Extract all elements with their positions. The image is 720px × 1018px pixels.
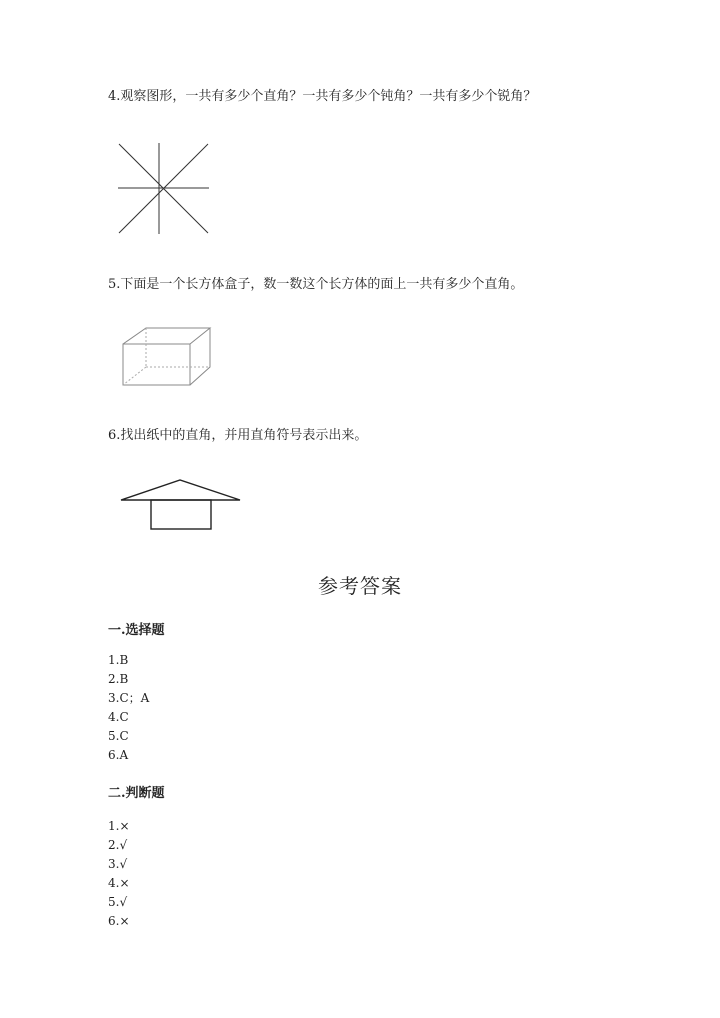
cuboid-box-figure: [122, 327, 214, 387]
question-5: 5.下面是一个长方体盒子，数一数这个长方体的面上一共有多少个直角。: [108, 277, 524, 292]
answer-title: 参考答案: [318, 574, 402, 598]
answer-item: 5.√: [108, 895, 128, 909]
star-lines-figure: [118, 143, 210, 235]
section-heading-judgement: 二.判断题: [108, 786, 165, 801]
answer-item: 3.√: [108, 857, 128, 871]
answer-item: 4.×: [108, 876, 130, 890]
answer-item: 6.×: [108, 914, 130, 928]
question-6: 6.找出纸中的直角，并用直角符号表示出来。: [108, 428, 368, 443]
question-4: 4.观察图形，一共有多少个直角？一共有多少个钝角？一共有多少个锐角？: [108, 89, 537, 104]
answer-item: 2.√: [108, 838, 128, 852]
paper-house-figure: [120, 478, 242, 534]
answer-item: 6.A: [108, 748, 129, 762]
judgement-answer-list: [108, 817, 130, 931]
answer-item: 3.C；A: [108, 691, 150, 705]
answer-item: 5.C: [108, 729, 129, 743]
section-heading-choice: 一.选择题: [108, 623, 165, 638]
answer-item: 1.B: [108, 653, 129, 667]
answer-item: 4.C: [108, 710, 129, 724]
choice-answer-list: [108, 651, 149, 765]
answer-item: 2.B: [108, 672, 129, 686]
answer-item: 1.×: [108, 819, 130, 833]
